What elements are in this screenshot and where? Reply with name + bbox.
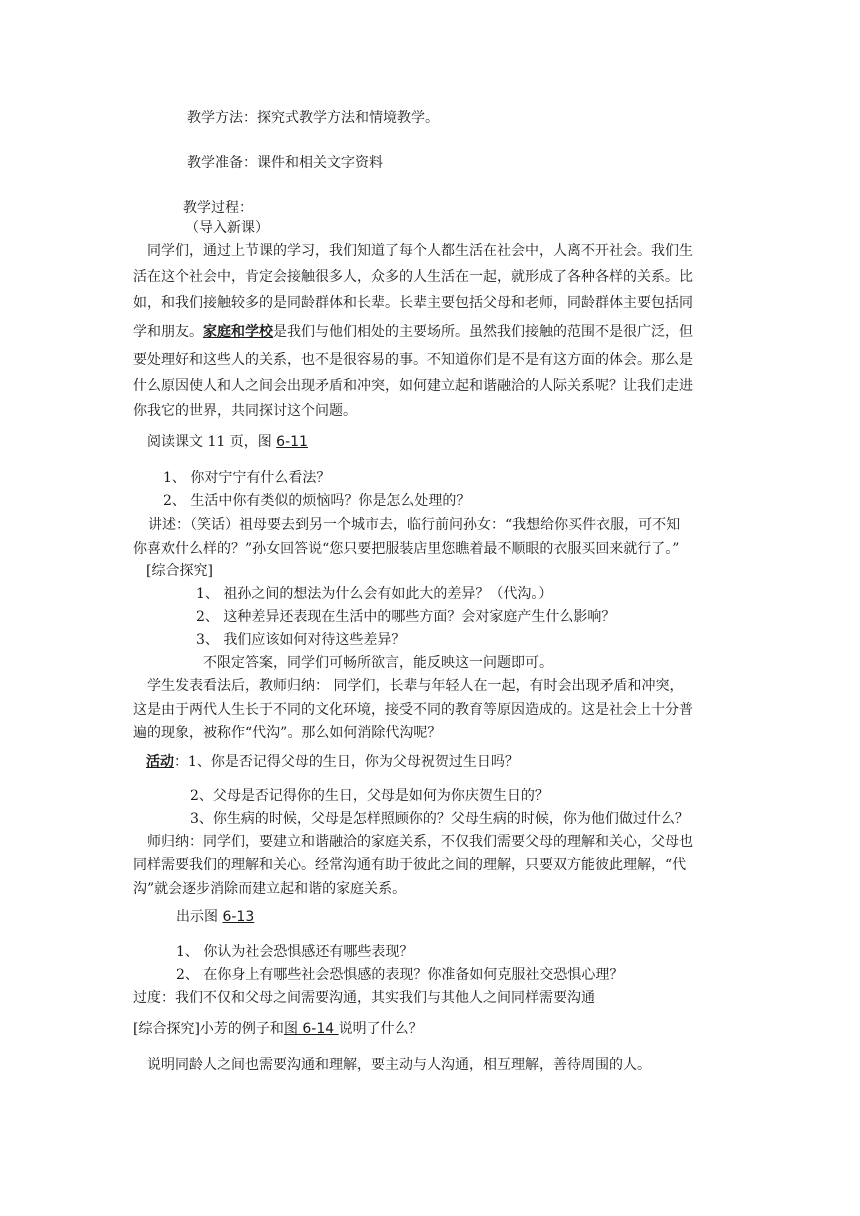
- anecdote-line: 讲述：（笑话）祖母要去到另一个城市去，临行前问孙女：“我想给你买件衣服，可不知: [148, 517, 681, 533]
- activity-line: 3、你生病的时候，父母是怎样照顾你的？父母生病的时候，你为他们做过什么？: [190, 811, 689, 827]
- intro-paragraph-line: 什么原因使人和人之间会出现矛盾和冲突，如何建立起和谐融洽的人际关系呢？让我们走进: [133, 378, 693, 394]
- intro-text: 学和朋友。: [133, 324, 203, 340]
- figure-6-13-link[interactable]: 6-13: [222, 909, 255, 925]
- summary-line: 遍的现象，被称作“代沟”。那么如何消除代沟呢？: [133, 725, 442, 741]
- family-school-link[interactable]: 家庭和学校: [203, 324, 273, 340]
- teacher-summary-line: 师归纳：同学们，要建立和谐融洽的家庭关系，不仅我们需要父母的理解和关心，父母也: [147, 834, 693, 850]
- reading-instruction: [147, 432, 308, 452]
- anecdote-line: 你喜欢什么样的？”孙女回答说“您只要把服装店里您瞧着最不顺眼的衣服买回来就行了。”: [133, 541, 680, 557]
- teacher-summary-line: 沟”就会逐步消除而建立起和谐的家庭关系。: [133, 881, 407, 897]
- activity-text: ：1、你是否记得父母的生日，你为父母祝贺过生日吗？: [174, 754, 519, 770]
- explore-question: 3、 我们应该如何对待这些差异？: [196, 632, 406, 648]
- activity-line: 2、父母是否记得你的生日，父母是如何为你庆贺生日的？: [190, 788, 549, 804]
- explore-question: 2、 这种差异还表现在生活中的哪些方面？会对家庭产生什么影响？: [196, 609, 616, 625]
- teaching-method: 教学方法：探究式教学方法和情境教学。: [187, 110, 439, 126]
- show-figure-text: 出示图: [176, 909, 223, 925]
- activity-line: [146, 752, 519, 772]
- explore-tag: [综合探究]: [146, 563, 213, 579]
- intro-text: 是我们与他们相处的主要场所。虽然我们接触的范围不是很广泛，但: [273, 324, 693, 340]
- figure-6-14-link[interactable]: 图 6-14: [283, 1021, 339, 1037]
- question-item: 1、 你对宁宁有什么看法？: [163, 470, 331, 486]
- explore2-line: [133, 1019, 423, 1039]
- explore-note: 不限定答案，同学们可畅所欲言，能反映这一问题即可。: [203, 655, 553, 671]
- intro-paragraph-line: 活在这个社会中，肯定会接触很多人，众多的人生活在一起，就形成了各种各样的关系。比: [133, 269, 693, 285]
- intro-paragraph-line: [133, 322, 693, 342]
- question-item: 2、 生活中你有类似的烦恼吗？你是怎么处理的？: [163, 493, 471, 509]
- reading-text: 阅读课文 11 页，图: [147, 434, 277, 450]
- intro-paragraph-line: 同学们，通过上节课的学习，我们知道了每个人都生活在社会中，人离不开社会。我们生: [147, 243, 693, 259]
- conclusion-line: 说明同龄人之间也需要沟通和理解，要主动与人沟通，相互理解，善待周围的人。: [147, 1057, 651, 1073]
- intro-paragraph-line: 你我它的世界，共同探讨这个问题。: [133, 403, 357, 419]
- intro-paragraph-line: 要处理好和这些人的关系，也不是很容易的事。不知道你们是不是有这方面的体会。那么是: [133, 352, 693, 368]
- summary-line: 这是由于两代人生长于不同的文化环境，接受不同的教育等原因造成的。这是社会上十分普: [133, 702, 693, 718]
- teaching-preparation: 教学准备：课件和相关文字资料: [187, 155, 383, 171]
- intro-tag: （导入新课）: [185, 220, 269, 236]
- teaching-process-heading: 教学过程：: [183, 200, 253, 216]
- social-fear-question: 2、 在你身上有哪些社会恐惧感的表现？你准备如何克服社交恐惧心理？: [176, 967, 624, 983]
- intro-paragraph-line: 如，和我们接触较多的是同龄群体和长辈。长辈主要包括父母和老师，同龄群体主要包括同: [133, 295, 693, 311]
- summary-line: 学生发表看法后，教师归纳： 同学们，长辈与年轻人在一起，有时会出现矛盾和冲突，: [147, 678, 684, 694]
- explore-question: 1、 祖孙之间的想法为什么会有如此大的差异？（代沟。）: [196, 586, 553, 602]
- transition-line: 过度：我们不仅和父母之间需要沟通，其实我们与其他人之间同样需要沟通: [133, 990, 595, 1006]
- teacher-summary-line: 同样需要我们的理解和关心。经常沟通有助于彼此之间的理解，只要双方能彼此理解，“代: [133, 857, 687, 873]
- social-fear-question: 1、 你认为社会恐惧感还有哪些表现？: [176, 944, 414, 960]
- show-figure-line: [176, 907, 254, 927]
- explore2-text: [综合探究]小芳的例子和: [133, 1021, 284, 1037]
- activity-label: 活动: [146, 754, 174, 770]
- figure-6-11-link[interactable]: 6-11: [276, 434, 308, 450]
- explore2-text: 说明了什么？: [338, 1021, 423, 1037]
